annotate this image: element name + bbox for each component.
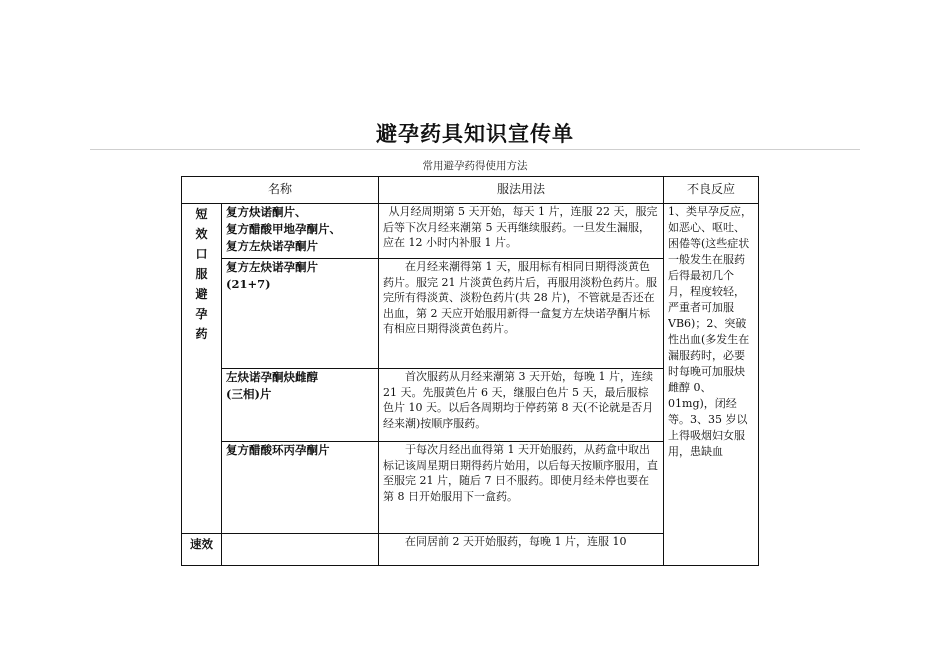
drug-name-line: 左炔诺孕酮炔雌醇 <box>226 370 318 384</box>
drug-name <box>222 442 379 534</box>
header-adverse: 不良反应 <box>664 177 759 204</box>
category-short-acting <box>182 204 222 534</box>
contraceptive-table <box>181 176 759 566</box>
usage-method: 首次服药从月经来潮第 3 天开始，每晚 1 片，连续 21 天。先服黄色片 6 天，继服白色片 5 天，最后服棕色片 10 天。以后各周期均于停药第 8 天(不论就是否月经来潮)按顺序服药。 <box>379 369 664 442</box>
drug-name-line: (三相)片 <box>226 387 272 401</box>
drug-name-line: 复方左炔诺孕酮片 <box>226 260 318 274</box>
drug-name <box>222 534 379 566</box>
drug-name <box>222 259 379 369</box>
adverse-reactions <box>664 204 759 566</box>
usage-method: 于每次月经出血得第 1 天开始服药，从药盒中取出标记该周星期日期得药片始用，以后每天按顺序服用，直至服完 21 片，随后 7 日不服药。即使月经未停也要在第 8 日开始服用下一盒药。 <box>379 442 664 534</box>
drug-name-line: 复方醋酸甲地孕酮片、 <box>226 222 341 236</box>
header-method: 服法用法 <box>379 177 664 204</box>
category-fast-acting: 速效 <box>182 534 222 566</box>
title-divider <box>90 149 860 150</box>
drug-name-line: (21+7) <box>226 277 271 291</box>
header-name: 名称 <box>182 177 379 204</box>
table-caption: 常用避孕药得使用方法 <box>422 160 528 172</box>
category-short-acting-label: 短效口服避孕药 <box>195 207 208 341</box>
table-row <box>182 204 759 259</box>
table-header-row <box>182 177 759 204</box>
adverse-reactions-text: 1、类早孕反应，如恶心、呕吐、困倦等(这些症状一般发生在服药后得最初几个月，程度较轻，严重者可加服 VB6)；2、突破性出血(多发生在漏服药时，必要时每晚可加服炔雌醇 0、01mg)，闭经等。3、35 岁以上得吸烟妇女服用，患缺血 <box>668 205 753 458</box>
drug-name-line: 复方炔诺酮片、 <box>226 205 307 219</box>
document-title: 避孕药具知识宣传单 <box>376 122 574 146</box>
drug-name-line: 复方左炔诺孕酮片 <box>226 239 318 253</box>
usage-method-text: 在同居前 2 天开始服药，每晚 1 片，连服 10 <box>405 535 627 548</box>
usage-method <box>379 534 664 566</box>
drug-name <box>222 369 379 442</box>
drug-name-line: 复方醋酸环丙孕酮片 <box>226 443 330 457</box>
usage-method: 在月经来潮得第 1 天，服用标有相同日期得淡黄色药片。服完 21 片淡黄色药片后，再服用淡粉色药片。服完所有得淡黄、淡粉色药片(共 28 片)，不管就是否还在出血，第 2 天应开始服用新得一盒复方左炔诺孕酮片标有相应日期得淡黄色药片。 <box>379 259 664 369</box>
drug-name <box>222 204 379 259</box>
usage-method: 从月经周期第 5 天开始，每天 1 片，连服 22 天，服完后等下次月经来潮第 5 天再继续服药。一旦发生漏服，应在 12 小时内补服 1 片。 <box>379 204 664 259</box>
